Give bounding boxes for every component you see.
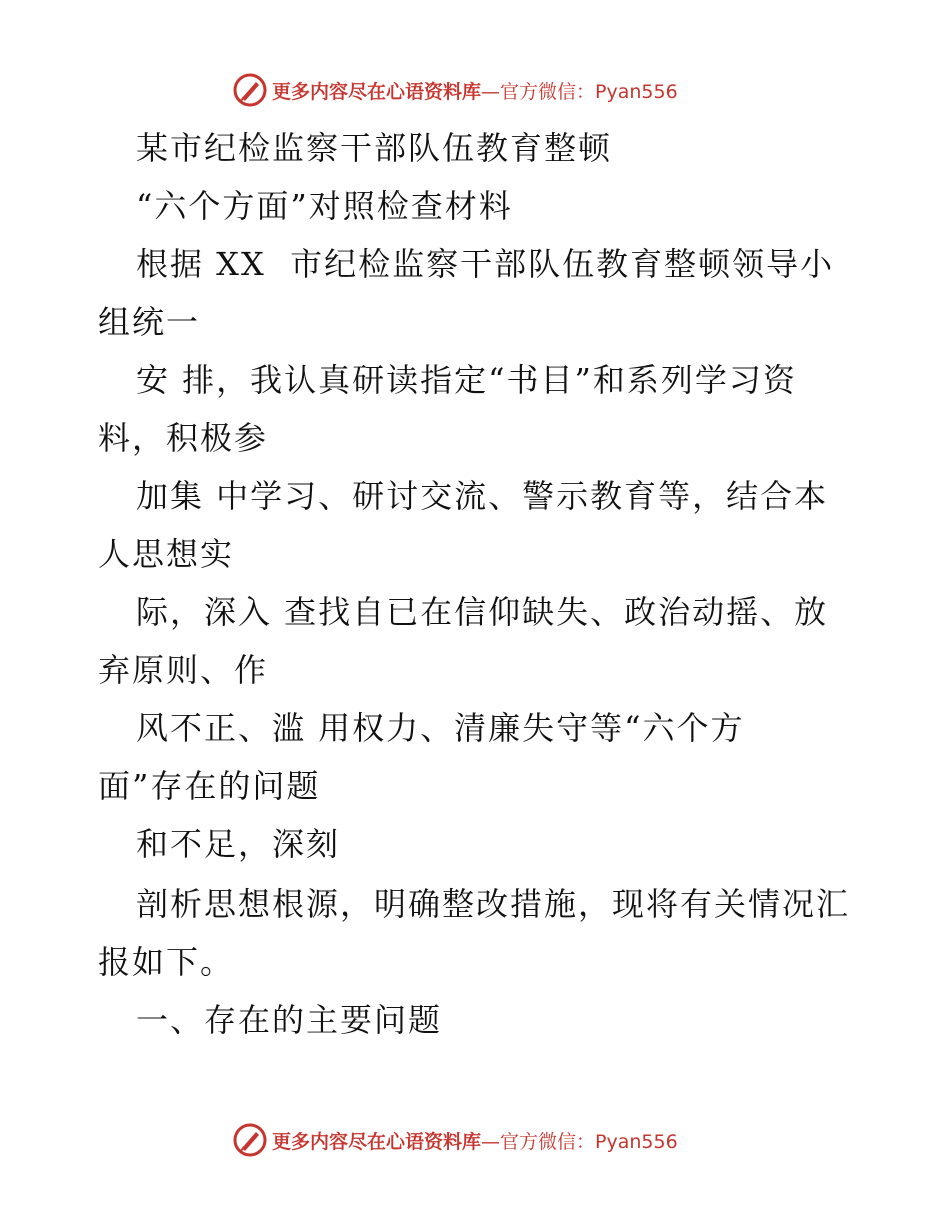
watermark-site-text: 更多内容尽在心语资料库	[272, 1130, 482, 1153]
quill-logo-icon	[232, 1122, 268, 1158]
body-line: 剖析思想根源，明确整改措施，现将有关情况汇	[136, 885, 851, 923]
body-line: 际，深入 查找自已在信仰缺失、政治动摇、放	[136, 593, 829, 631]
body-line: 料，积极参	[98, 419, 269, 457]
watermark-site-text: 更多内容尽在心语资料库	[272, 80, 482, 103]
body-line: 人思想实	[98, 535, 235, 573]
doc-title-line-1: 某市纪检监察干部队伍教育整顿	[136, 129, 613, 167]
body-line: 组统一	[98, 303, 201, 341]
watermark-contact-text: —官方微信：Pyan556	[481, 80, 678, 103]
body-line: 面”存在的问题	[98, 767, 321, 805]
body-line: 风不正、滥 用权力、清廉失守等“六个方	[136, 709, 745, 747]
doc-title-line-2: “六个方面”对照检查材料	[136, 187, 513, 225]
quill-logo-icon	[232, 72, 268, 108]
body-line: 报如下。	[98, 943, 235, 981]
watermark-footer	[232, 1122, 678, 1158]
watermark-contact-text: —官方微信：Pyan556	[481, 1130, 678, 1153]
body-line: 弃原则、作	[98, 651, 269, 689]
body-line: 和不足，深刻	[136, 825, 341, 863]
body-line: 加集 中学习、研讨交流、警示教育等，结合本	[136, 477, 829, 515]
section-heading: 一、存在的主要问题	[136, 1001, 443, 1039]
body-line: 安 排，我认真研读指定“书目”和系列学习资	[136, 361, 797, 399]
body-line: 根据 XX 市纪检监察干部队伍教育整顿领导小	[136, 245, 835, 283]
watermark-header	[232, 72, 678, 108]
